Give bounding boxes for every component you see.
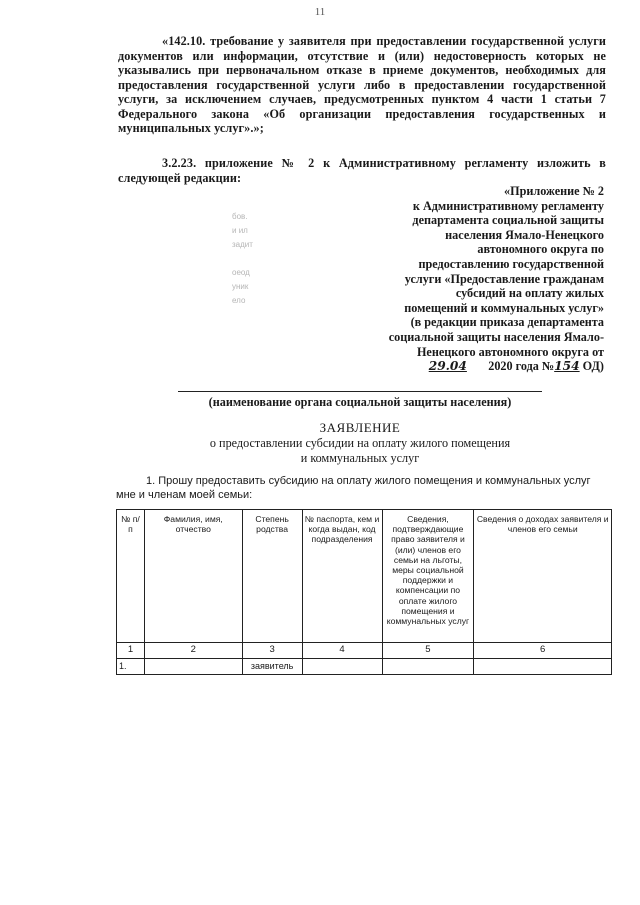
bleed-through-text: оеод [232,268,250,277]
bleed-through-text: задит [232,240,253,249]
table-cell [144,659,242,675]
appendix-line: департамента социальной защиты [412,213,604,228]
handwritten-date: 29.04 [428,359,467,374]
document-subtitle: о предоставлении субсидии на оплату жилого помещения [209,436,511,450]
request-line: мне и членам моей семьи: [116,489,253,501]
table-cell [302,659,382,675]
org-name-caption: (наименование органа социальной защиты населения) [208,395,512,409]
table-cell: заявитель [242,659,302,675]
table-cell [382,659,474,675]
paragraph-3-2-23 [118,156,606,185]
table-cell [474,659,612,675]
request-line: 1. Прошу предоставить субсидию на оплату жилого помещения и коммунальных услуг [146,475,591,487]
paragraph-text: 3.2.23. приложение № 2 к Административному регламенту изложить в следующей редакции: [118,156,606,185]
column-header: Степень родства [242,510,302,643]
column-header: № п/п [117,510,145,643]
document-subtitle: и коммунальных услуг [300,451,420,465]
request-paragraph [116,474,612,502]
appendix-line: автономного округа по [477,242,604,257]
date-year: 2020 года № [488,359,555,374]
column-header: Сведения, подтверждающие право заявителя и (или) членов его семьи на льготы, меры социальной поддержки и компенсации по оплате жилого помещения и коммунальных услуг [382,510,474,643]
appendix-line: социальной защиты населения Ямало- [388,329,604,344]
appendix-line: услуги «Предоставление гражданам [404,271,604,286]
appendix-line: «Приложение № 2 [504,184,604,198]
handwritten-order-number: 154 [554,359,580,374]
table-column-numbers-row [117,643,612,659]
table-cell: 1. [117,659,145,675]
appendix-header [342,184,604,374]
appendix-line: помещений и коммунальных услуг» [404,300,604,315]
paragraph-text: «142.10. требование у заявителя при предоставлении государственной услуги документов или информации, отсутствие и (или) недостоверность которых не указывались при первоначальном отказе в приеме документов, необходимых для предоставления государственной услуги либо в предоставлении государственной услуги, за исключением случаев, предусмотренных пунктом 4 части 1 статьи 7 Федерального закона «Об организации предоставления государственных и муниципальных услуг».»; [118,34,606,135]
appendix-date-line [342,359,604,374]
bleed-through-text: бов. [232,212,248,221]
document-title: ЗАЯВЛЕНИЕ [319,420,401,435]
column-number: 4 [302,643,382,659]
paragraph-142-10 [118,34,606,136]
column-number: 2 [144,643,242,659]
org-name-underline [178,391,542,392]
appendix-line: Ненецкого автономного округа от [416,344,604,359]
appendix-line: населения Ямало-Ненецкого [445,227,604,242]
table-row [117,659,612,675]
column-number: 3 [242,643,302,659]
column-header: Сведения о доходах заявителя и членов его семьи [474,510,612,643]
order-suffix: ОД) [582,359,604,374]
appendix-line: (в редакции приказа департамента [410,315,604,330]
column-number: 5 [382,643,474,659]
column-header: Фамилия, имя, отчество [144,510,242,643]
bleed-through-text: уник [232,282,249,291]
column-header: № паспорта, кем и когда выдан, код подразделения [302,510,382,643]
table-header-row [117,510,612,643]
column-number: 1 [117,643,145,659]
page-number: 11 [314,6,326,18]
appendix-line: субсидий на оплату жилых [455,286,604,301]
appendix-line: к Административному регламенту [412,198,604,213]
bleed-through-text: ело [232,296,246,305]
bleed-through-text: и ил [232,226,248,235]
column-number: 6 [474,643,612,659]
appendix-line: предоставлению государственной [418,256,604,271]
family-members-table [116,509,612,675]
